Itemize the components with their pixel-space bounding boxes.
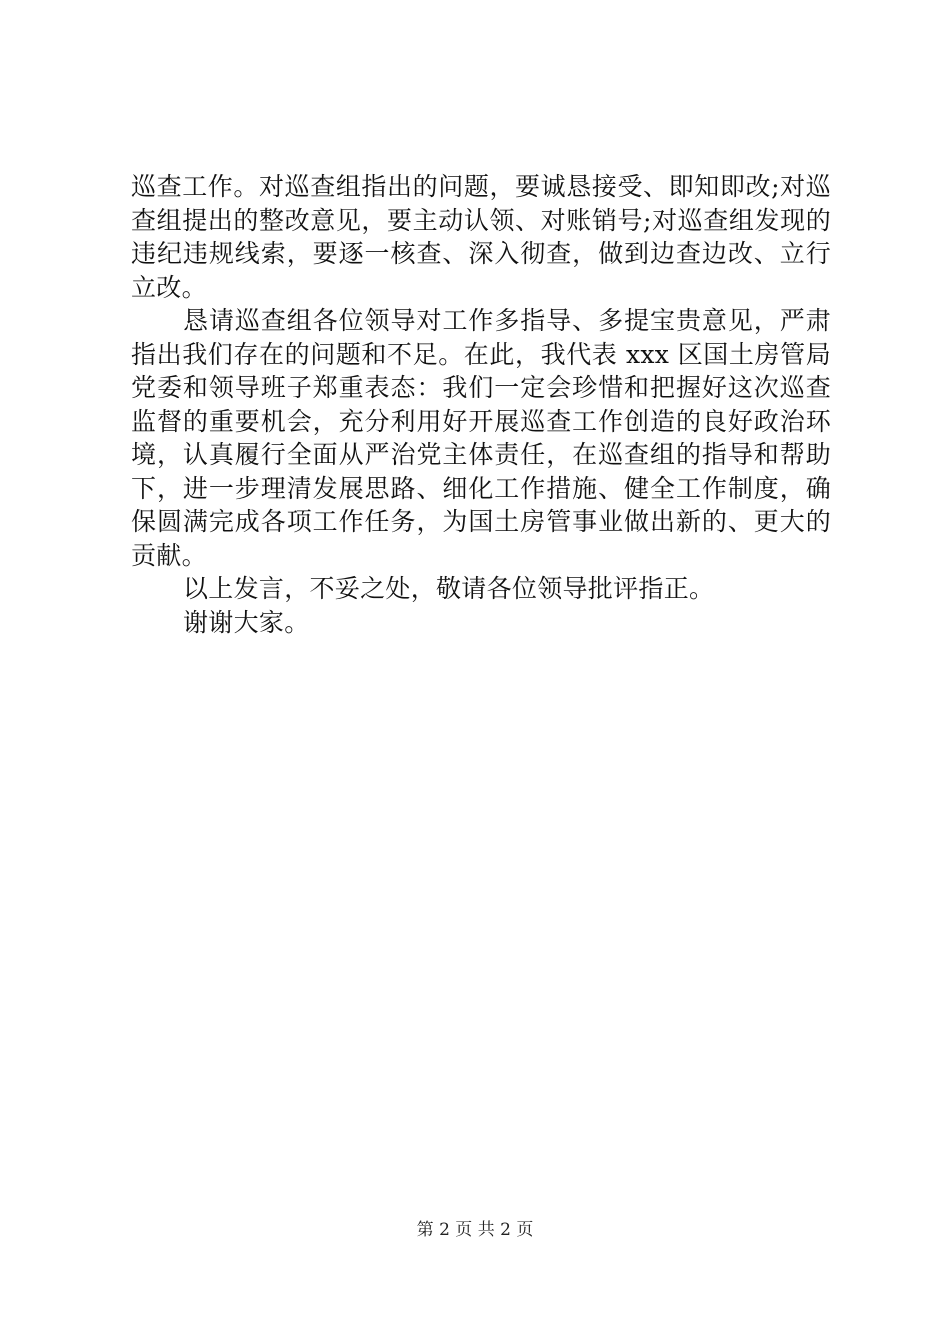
text-line: 违纪违规线索，要逐一核查、深入彻查，做到边查边改、立行 bbox=[131, 239, 831, 268]
text-line: 贡献。 bbox=[131, 540, 207, 570]
text-line: 下，进一步理清发展思路、细化工作措施、健全工作制度，确 bbox=[131, 473, 831, 503]
text-line: 指出我们存在的问题和不足。在此，我代表 xxx 区国土房管局 bbox=[131, 339, 831, 369]
text-line: 保圆满完成各项工作任务，为国土房管事业做出新的、更大的 bbox=[131, 507, 831, 536]
document-body bbox=[131, 170, 831, 639]
text-line: 境，认真履行全面从严治党主体责任，在巡查组的指导和帮助 bbox=[131, 440, 831, 469]
text-line: 查组提出的整改意见，要主动认领、对账销号;对巡查组发现的 bbox=[131, 205, 831, 235]
text-line: 谢谢大家。 bbox=[183, 607, 310, 637]
page-footer bbox=[0, 1215, 950, 1240]
text-line: 监督的重要机会，充分利用好开展巡查工作创造的良好政治环 bbox=[131, 406, 831, 436]
page-number: 第 2 页 共 2 页 bbox=[416, 1220, 534, 1240]
text-line: 巡查工作。对巡查组指出的问题，要诚恳接受、即知即改;对巡 bbox=[131, 172, 831, 201]
text-line: 党委和领导班子郑重表态：我们一定会珍惜和把握好这次巡查 bbox=[131, 373, 831, 402]
text-line: 以上发言，不妥之处，敬请各位领导批评指正。 bbox=[183, 574, 715, 603]
text-line: 立改。 bbox=[131, 272, 207, 302]
text-line: 恳请巡查组各位领导对工作多指导、多提宝贵意见，严肃 bbox=[183, 306, 831, 335]
